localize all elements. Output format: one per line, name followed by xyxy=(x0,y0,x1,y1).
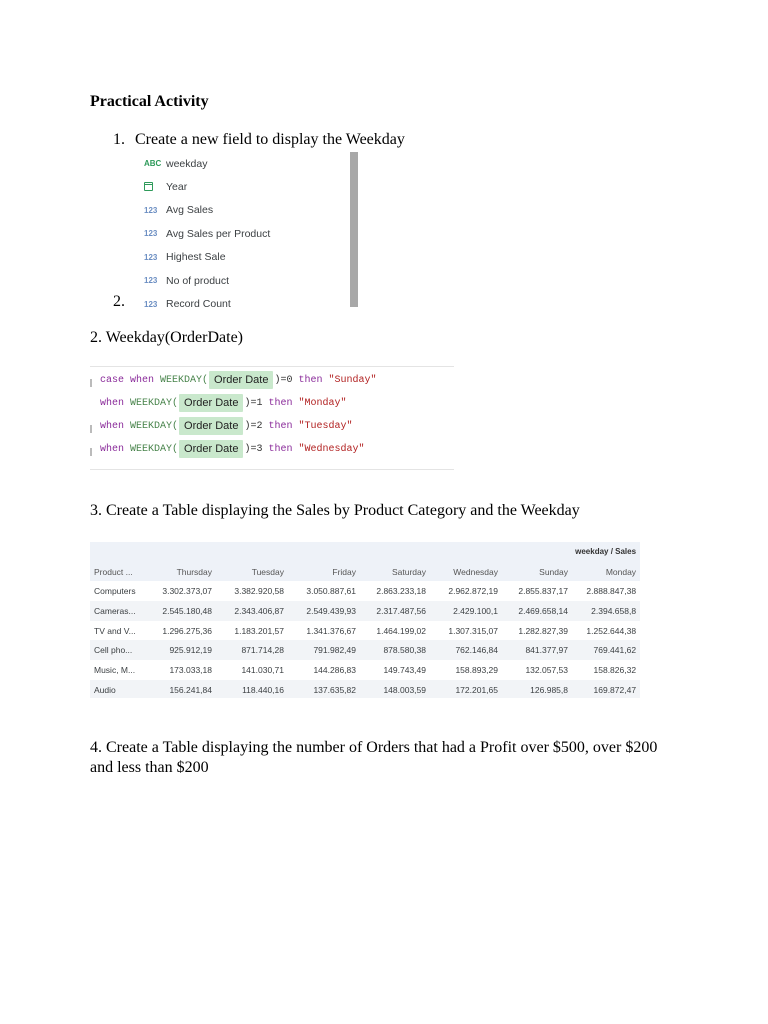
field-item xyxy=(144,152,270,175)
scrollbar[interactable] xyxy=(350,152,358,307)
formula-screenshot xyxy=(90,366,454,470)
table-cell: 1.464.199,02 xyxy=(360,621,430,641)
formula-line: when WEEKDAY( Order Date )=3 then "Wednesday" xyxy=(100,438,365,460)
table-cell: Computers xyxy=(90,581,148,601)
number-type-icon: 123 xyxy=(144,229,158,239)
step-1-text: Create a new field to display the Weekday xyxy=(135,131,405,148)
table-header-row xyxy=(90,562,640,582)
table-cell: 158.893,29 xyxy=(430,660,502,680)
table-cell: 2.343.406,87 xyxy=(216,601,288,621)
step-list-number-2: 2. xyxy=(113,293,129,311)
column-header[interactable]: Saturday xyxy=(360,562,430,582)
table-cell: 2.962.872,19 xyxy=(430,581,502,601)
field-item xyxy=(144,269,270,292)
column-header[interactable]: Tuesday xyxy=(216,562,288,582)
step-3: 3. Create a Table displaying the Sales by Product Category and the Weekday xyxy=(90,502,580,519)
table-cell: 2.545.180,48 xyxy=(148,601,216,621)
table-cell: 2.863.233,18 xyxy=(360,581,430,601)
table-cell: 173.033,18 xyxy=(148,660,216,680)
table-cell: 2.429.100,1 xyxy=(430,601,502,621)
table-cell: 769.441,62 xyxy=(572,640,640,660)
fields-panel-screenshot xyxy=(137,152,361,307)
table-cell: 2.317.487,56 xyxy=(360,601,430,621)
field-name: Avg Sales xyxy=(166,204,214,217)
table-cell: 1.307.315,07 xyxy=(430,621,502,641)
formula-line: case when WEEKDAY( Order Date )=0 then "Sunday" xyxy=(100,369,377,391)
field-list xyxy=(144,152,270,307)
table-row xyxy=(90,660,640,680)
order-date-chip: Order Date xyxy=(179,440,243,458)
step-1-number: 1. xyxy=(113,131,125,148)
table-cell: TV and V... xyxy=(90,621,148,641)
column-header[interactable]: Product ... xyxy=(90,562,148,582)
field-item xyxy=(144,246,270,269)
table-row xyxy=(90,640,640,660)
table-cell: 148.003,59 xyxy=(360,680,430,698)
field-name: Record Count xyxy=(166,298,231,307)
table-cell: 2.394.658,8 xyxy=(572,601,640,621)
column-header[interactable]: Monday xyxy=(572,562,640,582)
order-date-chip: Order Date xyxy=(179,394,243,412)
table-cell: 156.241,84 xyxy=(148,680,216,698)
table-cell: 126.985,8 xyxy=(502,680,572,698)
field-item xyxy=(144,292,270,307)
table-cell: 172.201,65 xyxy=(430,680,502,698)
table-cell: 118.440,16 xyxy=(216,680,288,698)
table-cell: 1.341.376,67 xyxy=(288,621,360,641)
table-cell: 3.050.887,61 xyxy=(288,581,360,601)
table-cell: 1.282.827,39 xyxy=(502,621,572,641)
table-title: weekday / Sales xyxy=(90,542,640,562)
number-type-icon: 123 xyxy=(144,299,158,307)
field-name: weekday xyxy=(166,157,208,170)
table-cell: Cell pho... xyxy=(90,640,148,660)
table-cell: 2.888.847,38 xyxy=(572,581,640,601)
column-header[interactable]: Friday xyxy=(288,562,360,582)
table-cell: 158.826,32 xyxy=(572,660,640,680)
order-date-chip: Order Date xyxy=(209,371,273,389)
sales-pivot-table xyxy=(90,542,640,698)
table-cell: 1.183.201,57 xyxy=(216,621,288,641)
formula-line: when WEEKDAY( Order Date )=2 then "Tuesday" xyxy=(100,415,353,437)
table-row xyxy=(90,621,640,641)
table-cell: 762.146,84 xyxy=(430,640,502,660)
field-item xyxy=(144,175,270,198)
table-cell: 871.714,28 xyxy=(216,640,288,660)
table-cell: 132.057,53 xyxy=(502,660,572,680)
field-name: Highest Sale xyxy=(166,251,226,264)
number-type-icon: 123 xyxy=(144,276,158,286)
table-cell: 149.743,49 xyxy=(360,660,430,680)
table-cell: 144.286,83 xyxy=(288,660,360,680)
step-1 xyxy=(113,131,405,149)
table-cell: 1.252.644,38 xyxy=(572,621,640,641)
column-header[interactable]: Thursday xyxy=(148,562,216,582)
table-cell: 169.872,47 xyxy=(572,680,640,698)
table-row xyxy=(90,601,640,621)
table-cell: 2.855.837,17 xyxy=(502,581,572,601)
field-item xyxy=(144,222,270,245)
table-cell: Music, M... xyxy=(90,660,148,680)
field-name: Year xyxy=(166,181,188,194)
column-header[interactable]: Sunday xyxy=(502,562,572,582)
order-date-chip: Order Date xyxy=(179,417,243,435)
table-cell: 791.982,49 xyxy=(288,640,360,660)
table-cell: Cameras... xyxy=(90,601,148,621)
table-cell: 137.635,82 xyxy=(288,680,360,698)
table-cell: 3.382.920,58 xyxy=(216,581,288,601)
table-row xyxy=(90,581,640,601)
field-item xyxy=(144,199,270,222)
field-name: No of product xyxy=(166,274,230,287)
step-2: 2. Weekday(OrderDate) xyxy=(90,329,244,346)
table-row xyxy=(90,680,640,698)
formula-line: when WEEKDAY( Order Date )=1 then "Monday" xyxy=(100,392,347,414)
text-type-icon: ABC xyxy=(144,159,162,169)
field-name: Avg Sales per Product xyxy=(166,227,271,240)
table-cell: 2.549.439,93 xyxy=(288,601,360,621)
step-4: 4. Create a Table displaying the number of Orders that had a Profit over $500, over $200 and less than $200 xyxy=(90,739,658,776)
number-type-icon: 123 xyxy=(144,205,158,215)
table-cell: 1.296.275,36 xyxy=(148,621,216,641)
column-header[interactable]: Wednesday xyxy=(430,562,502,582)
table-cell: 878.580,38 xyxy=(360,640,430,660)
table-cell: 2.469.658,14 xyxy=(502,601,572,621)
page-heading: Practical Activity xyxy=(90,93,209,110)
number-type-icon: 123 xyxy=(144,252,158,262)
sales-table-screenshot xyxy=(90,542,640,698)
table-cell: Audio xyxy=(90,680,148,698)
calendar-icon xyxy=(144,182,166,193)
table-cell: 925.912,19 xyxy=(148,640,216,660)
table-cell: 141.030,71 xyxy=(216,660,288,680)
table-cell: 3.302.373,07 xyxy=(148,581,216,601)
table-cell: 841.377,97 xyxy=(502,640,572,660)
